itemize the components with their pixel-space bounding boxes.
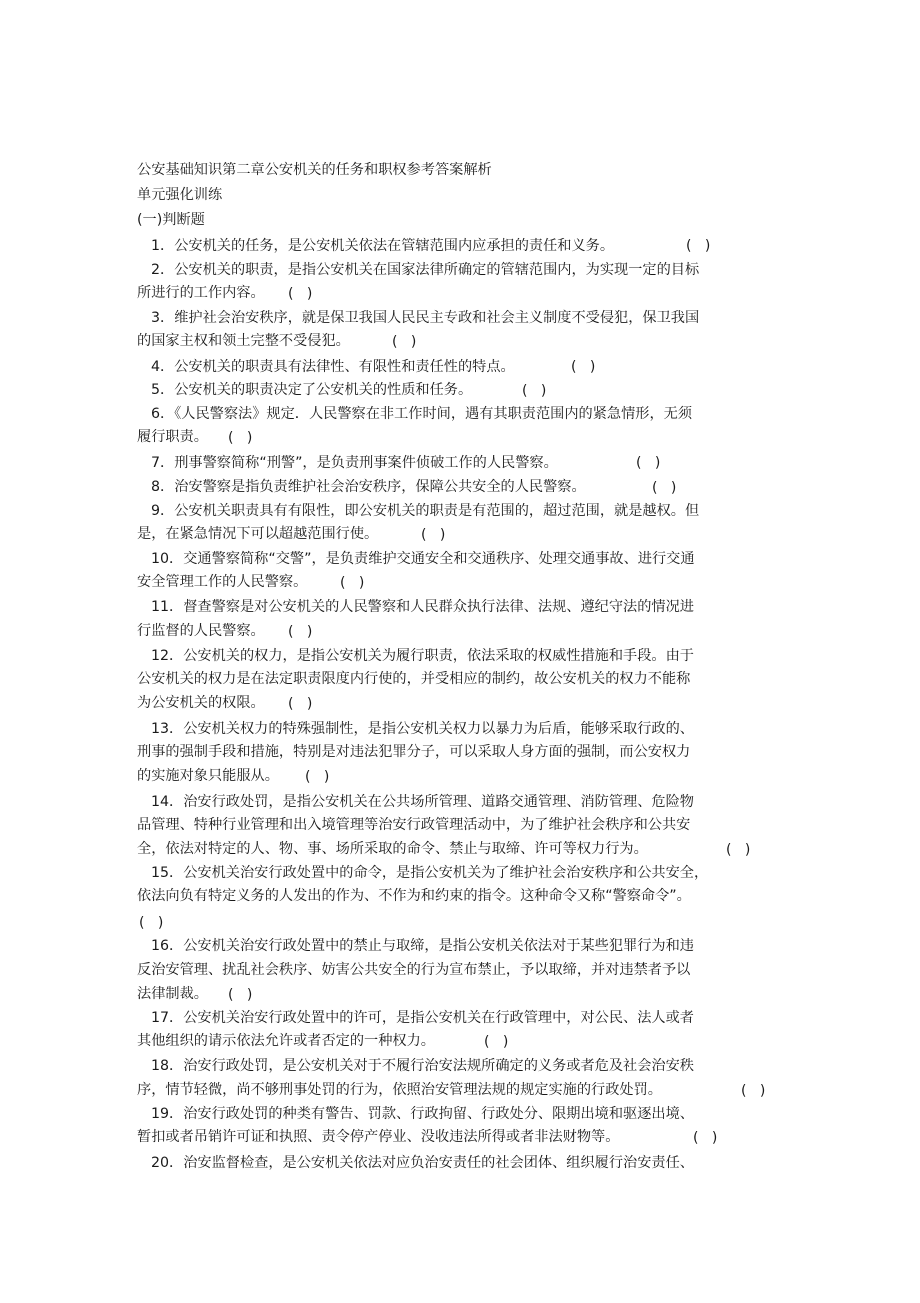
question-text-line: 行监督的人民警察。 (137, 623, 265, 639)
question-text-line: 履行职责。 (137, 429, 208, 445)
question-text-line: 序，情节轻微，尚不够刑事处罚的行为，依照治安管理法规的规定实施的行政处罚。 (137, 1082, 662, 1098)
answer-blank: ( ) (340, 575, 365, 591)
answer-blank: ( ) (522, 383, 547, 399)
question-text-line: 为公安机关的权限。 (137, 695, 265, 711)
question-text-line: 10．交通警察简称“交警”，是负责维护交通安全和交通秩序、处理交通事故、进行交通 (151, 551, 695, 567)
question-text-line: 7．刑事警察简称“刑警”，是负责刑事案件侦破工作的人民警察。 (151, 455, 558, 471)
question-text-line: 16．公安机关治安行政处置中的禁止与取缔，是指公安机关依法对于某些犯罪行为和违 (151, 938, 694, 954)
answer-blank: ( ) (741, 1083, 766, 1099)
question-text-line: 18．治安行政处罚，是公安机关对于不履行治安法规所确定的义务或者危及社会治安秩 (151, 1058, 694, 1074)
question-text-line: 13．公安机关权力的特殊强制性，是指公安机关权力以暴力为后盾，能够采取行政的、 (151, 721, 694, 737)
question-text-line: 全，依法对特定的人、物、事、场所采取的命令、禁止与取缔、许可等权力行为。 (137, 841, 648, 857)
question-text-line: 刑事的强制手段和措施，特别是对违法犯罪分子，可以采取人身方面的强制，而公安权力 (137, 744, 691, 760)
question-text-line: 5．公安机关的职责决定了公安机关的性质和任务。 (151, 382, 473, 398)
question-text-line: 11．督查警察是对公安机关的人民警察和人民群众执行法律、法规、遵纪守法的情况进 (151, 599, 694, 615)
answer-blank: ( ) (636, 455, 661, 471)
question-text-line: 20．治安监督检查，是公安机关依法对应负治安责任的社会团体、组织履行治安责任、 (151, 1155, 694, 1171)
question-text-line: 安全管理工作的人民警察。 (137, 574, 308, 590)
question-text-line: 8．治安警察是指负责维护社会治安秩序，保障公共安全的人民警察。 (151, 479, 586, 495)
question-text-line: 公安机关的权力是在法定职责限度内行使的，并受相应的制约，故公安机关的权力不能称 (137, 671, 691, 687)
question-text-line: 是，在紧急情况下可以超越范围行使。 (137, 526, 379, 542)
question-text-line: 2．公安机关的职责，是指公安机关在国家法律所确定的管辖范围内，为实现一定的目标 (151, 262, 700, 278)
question-text-line: 14．治安行政处罚，是指公安机关在公共场所管理、道路交通管理、消防管理、危险物 (151, 794, 694, 810)
answer-blank: ( ) (726, 842, 751, 858)
answer-blank: ( ) (228, 987, 253, 1003)
question-text-line: 19．治安行政处罚的种类有警告、罚款、行政拘留、行政处分、限期出境和驱逐出境、 (151, 1106, 694, 1122)
section-heading: (一)判断题 (137, 212, 205, 228)
question-text-line: 17．公安机关治安行政处置中的许可，是指公安机关在行政管理中，对公民、法人或者 (151, 1010, 694, 1026)
answer-blank: ( ) (571, 359, 596, 375)
answer-blank: ( ) (305, 769, 330, 785)
answer-blank: ( ) (652, 480, 677, 496)
answer-blank: ( ) (139, 915, 164, 931)
question-text-line: 法律制裁。 (137, 986, 208, 1002)
answer-blank: ( ) (288, 696, 313, 712)
answer-blank: ( ) (392, 334, 417, 350)
document-title: 公安基础知识第二章公安机关的任务和职权参考答案解析 (137, 162, 492, 178)
question-text-line: 6．《人民警察法》规定．人民警察在非工作时间，遇有其职责范围内的紧急情形，无须 (151, 406, 693, 422)
answer-blank: ( ) (484, 1034, 509, 1050)
question-text-line: 4．公安机关的职责具有法律性、有限性和责任性的特点。 (151, 359, 515, 375)
question-text-line: 的实施对象只能服从。 (137, 768, 279, 784)
question-text-line: 其他组织的请示依法允许或者否定的一种权力。 (137, 1033, 435, 1049)
question-text-line: 所进行的工作内容。 (137, 285, 265, 301)
answer-blank: ( ) (693, 1130, 718, 1146)
answer-blank: ( ) (421, 527, 446, 543)
question-text-line: 9．公安机关职责具有有限性，即公安机关的职责是有范围的，超过范围，就是越权。但 (151, 503, 700, 519)
question-text-line: 反治安管理、扰乱社会秩序、妨害公共安全的行为宣布禁止，予以取缔，并对违禁者予以 (137, 962, 691, 978)
answer-blank: ( ) (228, 430, 253, 446)
question-text-line: 3．维护社会治安秩序，就是保卫我国人民民主专政和社会主义制度不受侵犯，保卫我国 (151, 310, 700, 326)
subtitle: 单元强化训练 (137, 187, 223, 203)
question-text-line: 品管理、特种行业管理和出入境管理等治安行政管理活动中，为了维护社会秩序和公共安 (137, 817, 691, 833)
question-text-line: 15．公安机关治安行政处置中的命令，是指公安机关为了维护社会治安秩序和公共安全， (151, 865, 709, 881)
question-text-line: 依法向负有特定义务的人发出的作为、不作为和约束的指令。这种命令又称“警察命令”。 (137, 888, 691, 904)
question-text-line: 12．公安机关的权力，是指公安机关为履行职责，依法采取的权威性措施和手段。由于 (151, 648, 694, 664)
question-text-line: 暂扣或者吊销许可证和执照、责令停产停业、没收违法所得或者非法财物等。 (137, 1129, 620, 1145)
question-text-line: 1．公安机关的任务，是公安机关依法在管辖范围内应承担的责任和义务。 (151, 238, 615, 254)
answer-blank: ( ) (686, 238, 711, 254)
answer-blank: ( ) (288, 286, 313, 302)
answer-blank: ( ) (288, 624, 313, 640)
question-text-line: 的国家主权和领土完整不受侵犯。 (137, 333, 350, 349)
